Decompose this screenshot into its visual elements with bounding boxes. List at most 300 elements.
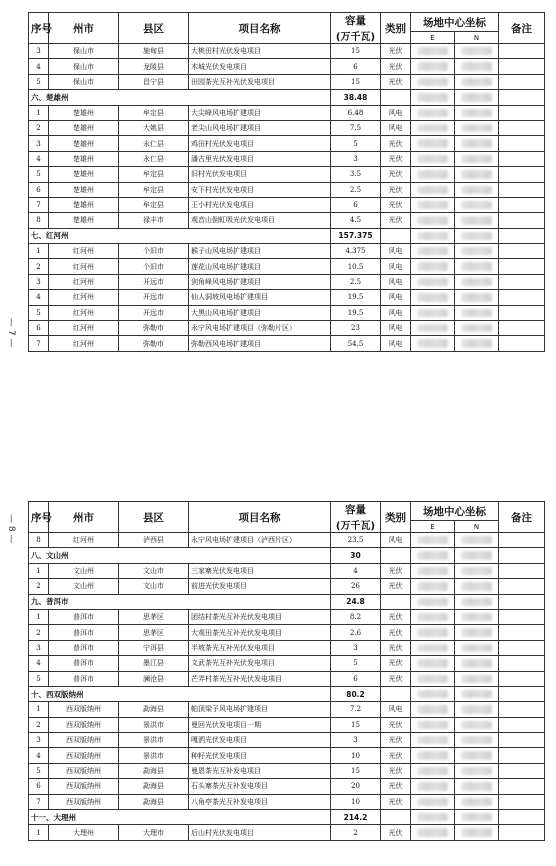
redacted-coordinate [461, 170, 492, 178]
section-type-cell [381, 810, 411, 825]
coordinate-e-cell [411, 321, 455, 336]
county-cell: 牟定县 [119, 197, 189, 212]
redacted-coordinate [417, 598, 448, 606]
city-cell: 红河州 [49, 305, 119, 320]
coordinate-e-cell [411, 794, 455, 809]
capacity-unit: (万千瓦) [335, 521, 376, 532]
redacted-coordinate [461, 628, 492, 636]
table-row [29, 671, 545, 686]
type-cell: 光伏 [381, 625, 411, 640]
capacity-cell: 23.5 [331, 533, 381, 548]
project-name-cell: 大观田茶光互补光伏发电项目 [189, 625, 331, 640]
county-cell: 泸西县 [119, 533, 189, 548]
city-cell: 保山市 [49, 59, 119, 74]
note-cell [499, 810, 545, 825]
section-row [29, 686, 545, 701]
note-cell [499, 794, 545, 809]
coordinate-e-cell [411, 120, 455, 135]
county-cell: 牟定县 [119, 105, 189, 120]
note-cell [499, 305, 545, 320]
city-cell: 西双版纳州 [49, 794, 119, 809]
type-cell: 光伏 [381, 182, 411, 197]
coordinate-e-cell [411, 74, 455, 89]
note-cell [499, 548, 545, 563]
coordinate-e-cell [411, 213, 455, 228]
project-name-cell: 王小村光伏发电项目 [189, 197, 331, 212]
table-row [29, 717, 545, 732]
redacted-coordinate [461, 675, 492, 683]
county-cell: 大姚县 [119, 120, 189, 135]
coordinate-e-cell [411, 702, 455, 717]
section-type-cell [381, 90, 411, 105]
redacted-coordinate [417, 690, 448, 698]
redacted-coordinate [461, 536, 492, 544]
coordinate-e-cell [411, 44, 455, 59]
redacted-coordinate [417, 293, 448, 301]
section-row [29, 548, 545, 563]
note-cell [499, 563, 545, 578]
table-row [29, 579, 545, 594]
note-cell [499, 717, 545, 732]
note-cell [499, 105, 545, 120]
type-header: 类别 [381, 502, 411, 533]
capacity-cell: 10 [331, 794, 381, 809]
redacted-coordinate [461, 278, 492, 286]
city-cell: 西双版纳州 [49, 779, 119, 794]
capacity-cell: 23 [331, 321, 381, 336]
table-row [29, 763, 545, 778]
coordinate-n-cell [455, 656, 499, 671]
capacity-cell: 6 [331, 197, 381, 212]
seq-cell: 1 [29, 244, 49, 259]
county-cell: 勐海县 [119, 702, 189, 717]
redacted-coordinate [461, 124, 492, 132]
capacity-cell: 6.48 [331, 105, 381, 120]
capacity-label: 容量 [345, 15, 366, 27]
note-cell [499, 763, 545, 778]
county-cell: 勐海县 [119, 794, 189, 809]
type-cell: 光伏 [381, 671, 411, 686]
redacted-coordinate [461, 782, 492, 790]
redacted-coordinate [461, 324, 492, 332]
coordinate-e-cell [411, 259, 455, 274]
coordinate-e-cell [411, 151, 455, 166]
note-cell [499, 290, 545, 305]
redacted-coordinate [417, 109, 448, 117]
coordinate-e-cell [411, 763, 455, 778]
type-cell: 光伏 [381, 197, 411, 212]
coordinate-e-cell [411, 609, 455, 624]
seq-cell: 7 [29, 794, 49, 809]
capacity-cell: 2.6 [331, 625, 381, 640]
coordinate-n-cell [455, 213, 499, 228]
city-cell: 西双版纳州 [49, 717, 119, 732]
capacity-header [331, 13, 381, 44]
seq-header: 序号 [29, 502, 49, 533]
city-cell: 楚雄州 [49, 151, 119, 166]
coordinate-n-cell [455, 336, 499, 351]
table-row [29, 290, 545, 305]
section-title: 九、普洱市 [29, 594, 331, 609]
redacted-coordinate [417, 582, 448, 590]
city-cell: 红河州 [49, 290, 119, 305]
note-cell [499, 579, 545, 594]
seq-cell: 2 [29, 120, 49, 135]
city-cell: 红河州 [49, 274, 119, 289]
type-cell: 光伏 [381, 563, 411, 578]
table-row [29, 59, 545, 74]
county-header: 县区 [119, 13, 189, 44]
coordinate-e-cell [411, 686, 455, 701]
coordinate-n-cell [455, 625, 499, 640]
project-name-cell: 前进光伏发电项目 [189, 579, 331, 594]
seq-cell: 1 [29, 105, 49, 120]
section-capacity: 157.375 [331, 228, 381, 243]
capacity-cell: 7.2 [331, 702, 381, 717]
county-cell: 澜沧县 [119, 671, 189, 686]
coordinate-n-cell [455, 640, 499, 655]
capacity-cell: 19.5 [331, 305, 381, 320]
redacted-coordinate [461, 201, 492, 209]
type-header: 类别 [381, 13, 411, 44]
city-header: 州市 [49, 13, 119, 44]
redacted-coordinate [417, 644, 448, 652]
redacted-coordinate [417, 721, 448, 729]
redacted-coordinate [461, 47, 492, 55]
coordinate-header: 场地中心坐标 [411, 502, 499, 521]
capacity-cell: 10.5 [331, 259, 381, 274]
table-row [29, 167, 545, 182]
table-row [29, 779, 545, 794]
capacity-cell: 20 [331, 779, 381, 794]
city-cell: 楚雄州 [49, 213, 119, 228]
section-row [29, 810, 545, 825]
redacted-coordinate [417, 93, 448, 101]
project-name-cell: 鸡田村光伏发电项目 [189, 136, 331, 151]
redacted-coordinate [417, 813, 448, 821]
coordinate-n-header: N [455, 32, 499, 44]
capacity-cell: 3 [331, 151, 381, 166]
type-cell: 光伏 [381, 59, 411, 74]
type-cell: 风电 [381, 321, 411, 336]
coordinate-e-cell [411, 90, 455, 105]
table-body [29, 44, 545, 352]
table-row [29, 321, 545, 336]
table-row [29, 656, 545, 671]
project-name-cell: 曼恩茶光互补发电项目 [189, 763, 331, 778]
county-header: 县区 [119, 502, 189, 533]
redacted-coordinate [417, 659, 448, 667]
city-cell: 保山市 [49, 44, 119, 59]
project-name-cell: 文武茶光互补光伏发电项目 [189, 656, 331, 671]
coordinate-n-cell [455, 563, 499, 578]
capacity-cell: 2.5 [331, 182, 381, 197]
redacted-coordinate [417, 324, 448, 332]
project-name-cell: 半坡茶光互补光伏发电项目 [189, 640, 331, 655]
city-cell: 普洱市 [49, 656, 119, 671]
redacted-coordinate [461, 582, 492, 590]
note-cell [499, 625, 545, 640]
redacted-coordinate [417, 613, 448, 621]
type-cell: 风电 [381, 105, 411, 120]
coordinate-n-cell [455, 717, 499, 732]
county-cell: 勐海县 [119, 779, 189, 794]
table-row [29, 609, 545, 624]
redacted-coordinate [417, 551, 448, 559]
city-cell: 红河州 [49, 321, 119, 336]
note-cell [499, 59, 545, 74]
type-cell: 光伏 [381, 733, 411, 748]
seq-cell: 5 [29, 671, 49, 686]
capacity-cell: 15 [331, 44, 381, 59]
note-cell [499, 594, 545, 609]
project-name-cell: 田园茶光互补光伏发电项目 [189, 74, 331, 89]
seq-cell: 2 [29, 579, 49, 594]
type-cell: 光伏 [381, 74, 411, 89]
table-row [29, 274, 545, 289]
seq-cell: 4 [29, 59, 49, 74]
coordinate-n-cell [455, 105, 499, 120]
seq-cell: 2 [29, 717, 49, 732]
coordinate-n-cell [455, 779, 499, 794]
city-header: 州市 [49, 502, 119, 533]
city-cell: 西双版纳州 [49, 763, 119, 778]
coordinate-e-cell [411, 228, 455, 243]
note-cell [499, 748, 545, 763]
table-row [29, 74, 545, 89]
coordinate-e-cell [411, 779, 455, 794]
seq-cell: 7 [29, 197, 49, 212]
redacted-coordinate [417, 705, 448, 713]
type-cell: 光伏 [381, 825, 411, 840]
redacted-coordinate [417, 78, 448, 86]
redacted-coordinate [417, 247, 448, 255]
project-name-cell: 仙人洞坡风电场扩建项目 [189, 290, 331, 305]
type-cell: 风电 [381, 533, 411, 548]
capacity-cell: 54.5 [331, 336, 381, 351]
redacted-coordinate [461, 736, 492, 744]
coordinate-e-cell [411, 640, 455, 655]
redacted-coordinate [461, 798, 492, 806]
type-cell: 光伏 [381, 151, 411, 166]
redacted-coordinate [417, 675, 448, 683]
county-cell: 思茅区 [119, 609, 189, 624]
city-cell: 文山州 [49, 579, 119, 594]
coordinate-n-cell [455, 120, 499, 135]
section-capacity: 80.2 [331, 686, 381, 701]
redacted-coordinate [417, 339, 448, 347]
coordinate-n-cell [455, 228, 499, 243]
note-cell [499, 336, 545, 351]
section-type-cell [381, 548, 411, 563]
seq-cell: 7 [29, 336, 49, 351]
city-cell: 保山市 [49, 74, 119, 89]
table-row [29, 136, 545, 151]
table-row [29, 105, 545, 120]
project-name-cell: 大黑山风电场扩建项目 [189, 305, 331, 320]
capacity-cell: 3.5 [331, 167, 381, 182]
seq-cell: 4 [29, 656, 49, 671]
section-type-cell [381, 228, 411, 243]
city-cell: 普洱市 [49, 625, 119, 640]
coordinate-e-cell [411, 105, 455, 120]
coordinate-n-cell [455, 59, 499, 74]
project-name-cell: 曼回光伏发电项目一期 [189, 717, 331, 732]
redacted-coordinate [417, 170, 448, 178]
redacted-coordinate [417, 628, 448, 636]
table-row [29, 533, 545, 548]
type-cell: 光伏 [381, 213, 411, 228]
redacted-coordinate [461, 293, 492, 301]
table-row [29, 244, 545, 259]
capacity-cell: 15 [331, 74, 381, 89]
coordinate-e-cell [411, 290, 455, 305]
redacted-coordinate [417, 278, 448, 286]
capacity-cell: 19.5 [331, 290, 381, 305]
county-cell: 永仁县 [119, 136, 189, 151]
project-name-cell: 潘古里光伏发电项目 [189, 151, 331, 166]
coordinate-e-cell [411, 136, 455, 151]
coordinate-n-cell [455, 259, 499, 274]
seq-cell: 5 [29, 167, 49, 182]
type-cell: 光伏 [381, 579, 411, 594]
coordinate-n-cell [455, 274, 499, 289]
capacity-cell: 15 [331, 763, 381, 778]
city-cell: 文山州 [49, 563, 119, 578]
note-cell [499, 671, 545, 686]
type-cell: 风电 [381, 305, 411, 320]
redacted-coordinate [461, 186, 492, 194]
coordinate-e-cell [411, 579, 455, 594]
section-capacity: 214.2 [331, 810, 381, 825]
redacted-coordinate [461, 139, 492, 147]
note-cell [499, 825, 545, 840]
redacted-coordinate [461, 155, 492, 163]
capacity-cell: 8.2 [331, 609, 381, 624]
redacted-coordinate [461, 232, 492, 240]
county-cell: 弥勒市 [119, 321, 189, 336]
redacted-coordinate [461, 109, 492, 117]
capacity-cell: 7.5 [331, 120, 381, 135]
redacted-coordinate [461, 598, 492, 606]
city-cell: 红河州 [49, 336, 119, 351]
type-cell: 风电 [381, 259, 411, 274]
note-cell [499, 779, 545, 794]
coordinate-n-cell [455, 44, 499, 59]
redacted-coordinate [417, 216, 448, 224]
coordinate-n-cell [455, 763, 499, 778]
redacted-coordinate [461, 767, 492, 775]
city-cell: 红河州 [49, 259, 119, 274]
seq-cell: 6 [29, 182, 49, 197]
table-row [29, 748, 545, 763]
coordinate-header: 场地中心坐标 [411, 13, 499, 32]
capacity-cell: 6 [331, 671, 381, 686]
project-name-cell: 大尖峰风电场扩建项目 [189, 105, 331, 120]
project-name-cell: 后山村光伏发电项目 [189, 825, 331, 840]
coordinate-n-cell [455, 794, 499, 809]
redacted-coordinate [461, 644, 492, 652]
type-cell: 光伏 [381, 44, 411, 59]
project-table [28, 12, 545, 352]
county-cell: 个旧市 [119, 259, 189, 274]
table-row [29, 182, 545, 197]
city-cell: 大理州 [49, 825, 119, 840]
capacity-cell: 15 [331, 717, 381, 732]
table-row [29, 702, 545, 717]
redacted-coordinate [461, 93, 492, 101]
redacted-coordinate [461, 216, 492, 224]
project-name-cell: 芒弄村茶光互补光伏发电项目 [189, 671, 331, 686]
project-name-cell: 木城光伏发电项目 [189, 59, 331, 74]
project-name-cell: 三家寨光伏发电项目 [189, 563, 331, 578]
coordinate-e-cell [411, 548, 455, 563]
city-cell: 楚雄州 [49, 105, 119, 120]
coordinate-e-cell [411, 671, 455, 686]
capacity-cell: 3 [331, 733, 381, 748]
coordinate-n-cell [455, 305, 499, 320]
type-cell: 光伏 [381, 656, 411, 671]
type-cell: 光伏 [381, 748, 411, 763]
section-row [29, 90, 545, 105]
seq-cell: 4 [29, 151, 49, 166]
coordinate-n-cell [455, 151, 499, 166]
note-cell [499, 733, 545, 748]
seq-cell: 4 [29, 290, 49, 305]
city-cell: 普洱市 [49, 671, 119, 686]
capacity-cell: 3 [331, 640, 381, 655]
redacted-coordinate [417, 567, 448, 575]
seq-cell: 8 [29, 533, 49, 548]
note-cell [499, 244, 545, 259]
coordinate-n-cell [455, 197, 499, 212]
city-cell: 西双版纳州 [49, 733, 119, 748]
table-row [29, 733, 545, 748]
redacted-coordinate [461, 751, 492, 759]
city-cell: 楚雄州 [49, 120, 119, 135]
project-name-header: 项目名称 [189, 502, 331, 533]
coordinate-e-cell [411, 748, 455, 763]
coordinate-n-cell [455, 182, 499, 197]
project-name-cell: 永宁风电场扩建项目（泸西片区） [189, 533, 331, 548]
capacity-cell: 5 [331, 136, 381, 151]
county-cell: 大理市 [119, 825, 189, 840]
redacted-coordinate [461, 62, 492, 70]
city-cell: 普洱市 [49, 609, 119, 624]
seq-cell: 6 [29, 779, 49, 794]
seq-cell: 6 [29, 321, 49, 336]
seq-cell: 2 [29, 259, 49, 274]
table-row [29, 213, 545, 228]
project-name-cell: 剑角峰风电场扩建项目 [189, 274, 331, 289]
project-name-cell: 旧村光伏发电项目 [189, 167, 331, 182]
type-cell: 风电 [381, 336, 411, 351]
type-cell: 光伏 [381, 779, 411, 794]
note-cell [499, 640, 545, 655]
seq-cell: 3 [29, 274, 49, 289]
coordinate-n-cell [455, 579, 499, 594]
note-cell [499, 656, 545, 671]
coordinate-n-cell [455, 321, 499, 336]
county-cell: 墨江县 [119, 656, 189, 671]
capacity-cell: 6 [331, 59, 381, 74]
redacted-coordinate [461, 613, 492, 621]
seq-cell: 1 [29, 563, 49, 578]
county-cell: 勐海县 [119, 763, 189, 778]
coordinate-n-cell [455, 548, 499, 563]
table-row [29, 625, 545, 640]
coordinate-n-cell [455, 810, 499, 825]
